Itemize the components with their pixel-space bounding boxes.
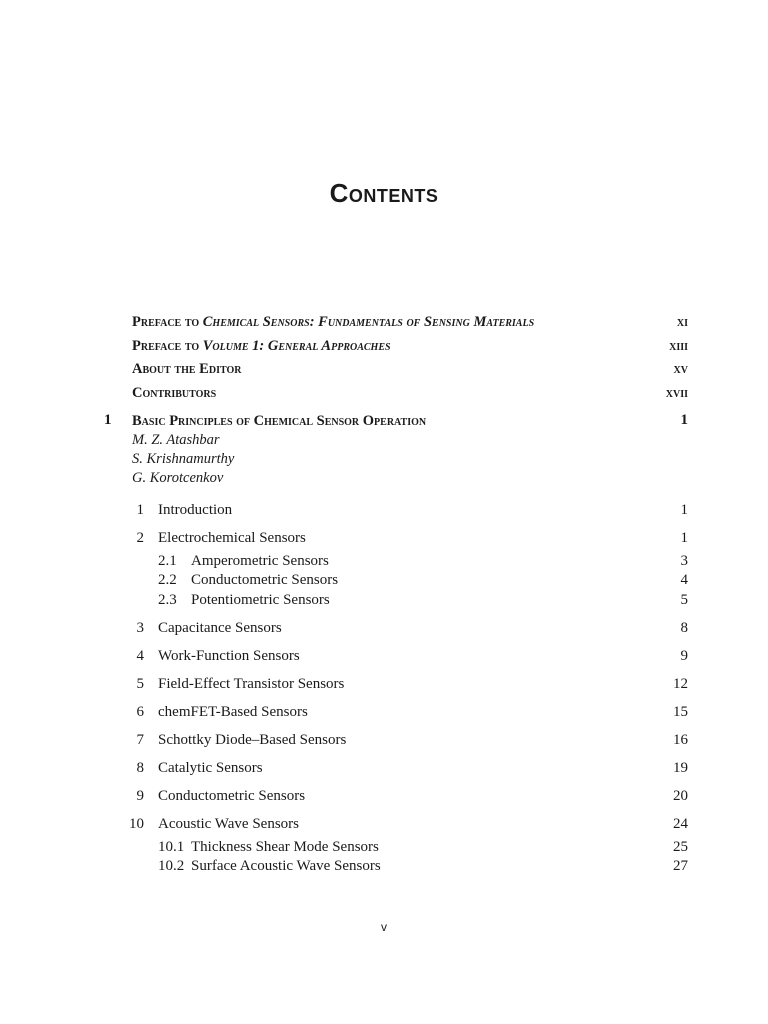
section-number: 2 — [136, 530, 144, 546]
toc-section[interactable] — [0, 732, 768, 752]
section-title: Introduction — [158, 502, 233, 518]
subsection-number: 2.1 — [158, 553, 177, 569]
section-title: Electrochemical Sensors — [158, 530, 306, 546]
chapter-author: G. Korotcenkov — [132, 470, 224, 486]
section-title: Work-Function Sensors — [158, 648, 300, 664]
section-page-number: 8 — [680, 620, 688, 636]
section-page-number: 1 — [680, 502, 688, 518]
toc-entry-label: Preface to Volume 1: General Approaches — [132, 338, 391, 354]
section-number: 9 — [136, 788, 144, 804]
section-page-number: 20 — [673, 788, 688, 804]
chapter-page-number: 1 — [680, 412, 688, 428]
toc-front-matter-preface-series[interactable] — [132, 314, 688, 336]
section-page-number: 19 — [673, 760, 688, 776]
section-title: chemFET-Based Sensors — [158, 704, 308, 720]
section-page-number: 24 — [673, 816, 688, 832]
toc-front-matter-preface-volume[interactable] — [132, 338, 688, 360]
subsection-title: Surface Acoustic Wave Sensors — [191, 858, 381, 874]
section-title: Acoustic Wave Sensors — [158, 816, 299, 832]
subsection-number: 2.3 — [158, 592, 177, 608]
section-number: 6 — [136, 704, 144, 720]
chapter-author: M. Z. Atashbar — [132, 432, 220, 448]
toc-subsection[interactable] — [0, 592, 768, 612]
section-page-number: 9 — [680, 648, 688, 664]
toc-section[interactable] — [0, 648, 768, 668]
toc-section[interactable] — [0, 530, 768, 550]
subsection-number: 10.2 — [158, 858, 185, 874]
toc-section[interactable] — [0, 704, 768, 724]
subsection-title: Conductometric Sensors — [191, 572, 339, 588]
toc-subsection[interactable] — [0, 572, 768, 592]
section-page-number: 16 — [673, 732, 688, 748]
chapter-number: 1 — [104, 412, 112, 428]
toc-section[interactable] — [0, 788, 768, 808]
section-page-number: 15 — [673, 704, 688, 720]
section-number: 10 — [129, 816, 144, 832]
toc-front-matter-about-editor[interactable] — [132, 361, 688, 383]
subsection-title: Potentiometric Sensors — [191, 592, 330, 608]
section-number: 4 — [136, 648, 144, 664]
toc-front-matter-contributors[interactable] — [132, 385, 688, 407]
subsection-page-number: 5 — [680, 592, 688, 608]
subsection-page-number: 27 — [673, 858, 688, 874]
toc-section[interactable] — [0, 816, 768, 836]
toc-subsection[interactable] — [0, 839, 768, 859]
subsection-title: Thickness Shear Mode Sensors — [191, 839, 379, 855]
section-number: 1 — [136, 502, 144, 518]
subsection-page-number: 25 — [673, 839, 688, 855]
page-folio: v — [381, 920, 387, 934]
section-title: Capacitance Sensors — [158, 620, 282, 636]
toc-page-number: xv — [673, 361, 688, 377]
subsection-page-number: 3 — [680, 553, 688, 569]
section-number: 5 — [136, 676, 144, 692]
section-page-number: 12 — [673, 676, 688, 692]
section-title: Field-Effect Transistor Sensors — [158, 676, 345, 692]
toc-entry-label: Preface to Chemical Sensors: Fundamentals of Sensing Materials — [132, 314, 535, 330]
chapter-title: Basic Principles of Chemical Sensor Operation — [132, 413, 427, 429]
toc-section[interactable] — [0, 760, 768, 780]
toc-subsection[interactable] — [0, 553, 768, 573]
section-number: 8 — [136, 760, 144, 776]
toc-entry-label: About the Editor — [132, 361, 242, 377]
section-page-number: 1 — [680, 530, 688, 546]
section-number: 3 — [136, 620, 144, 636]
chapter-author: S. Krishnamurthy — [132, 451, 235, 467]
section-number: 7 — [136, 732, 144, 748]
section-title: Catalytic Sensors — [158, 760, 263, 776]
subsection-title: Amperometric Sensors — [191, 553, 329, 569]
subsection-number: 2.2 — [158, 572, 177, 588]
toc-section[interactable] — [0, 502, 768, 522]
subsection-number: 10.1 — [158, 839, 185, 855]
section-title: Schottky Diode–Based Sensors — [158, 732, 347, 748]
toc-page-number: xi — [676, 314, 688, 330]
toc-section[interactable] — [0, 676, 768, 696]
section-title: Conductometric Sensors — [158, 788, 306, 804]
toc-subsection[interactable] — [0, 858, 768, 878]
toc-entry-label: Contributors — [132, 385, 217, 401]
subsection-page-number: 4 — [680, 572, 688, 588]
toc-page-number: xiii — [669, 338, 688, 354]
toc-page-number: xvii — [665, 385, 688, 401]
page-title: Contents — [329, 178, 439, 208]
toc-section[interactable] — [0, 620, 768, 640]
